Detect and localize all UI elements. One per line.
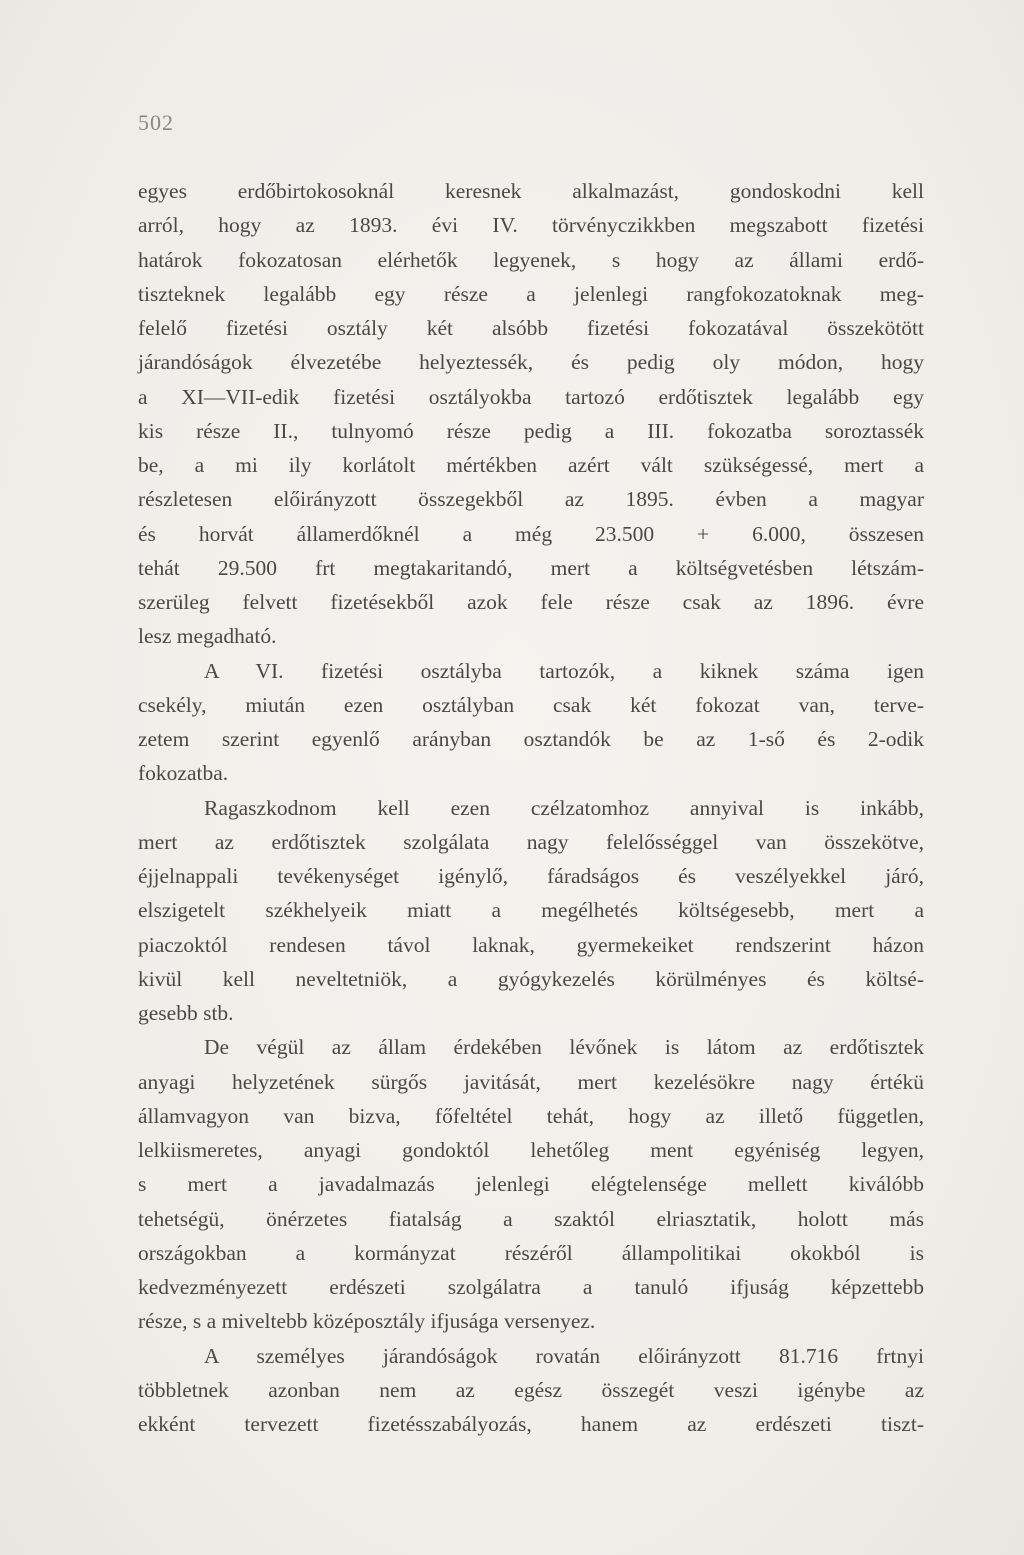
text-line: A VI. fizetési osztályba tartozók, a kiknek száma igen [204,658,924,683]
text-line: zetem szerint egyenlő arányban osztandók be az 1-ső és 2-odik [138,727,924,751]
body-text [138,174,924,1441]
text-line: határok fokozatosan elérhetők legyenek, s hogy az állami erdő- [138,247,924,272]
text-line: országokban a kormányzat részéről állampolitikai okokból is [138,1240,924,1265]
text-line: járandóságok élvezetébe helyeztessék, és pedig oly módon, hogy [138,350,924,375]
text-line: anyagi helyzetének sürgős javitását, mert kezelésökre nagy értékü [138,1069,924,1094]
text-line: be, a mi ily korlátolt mértékben azért vált szükségessé, mert a [138,453,924,477]
text-line: többletnek azonban nem az egész összegét veszi igénybe az [138,1377,924,1402]
text-line: gesebb stb. [138,1001,234,1025]
text-line: piaczoktól rendesen távol laknak, gyermekeiket rendszerint házon [138,932,924,957]
text-line: a XI—VII-edik fizetési osztályokba tartozó erdőtisztek legalább egy [138,384,924,409]
text-line: Ragaszkodnom kell ezen czélzatomhoz annyival is inkább, [204,795,924,820]
text-line: mert az erdőtisztek szolgálata nagy felelősséggel van összekötve, [138,829,924,854]
text-line: tehetségü, önérzetes fiatalság a szaktól elriasztatik, holott más [138,1206,924,1231]
text-line: kis része II., tulnyomó része pedig a III. fokozatba soroztassék [138,418,924,443]
text-line: szerüleg felvett fizetésekből azok fele része csak az 1896. évre [138,590,924,614]
text-line: elszigetelt székhelyeik miatt a megélhetés költségesebb, mert a [138,898,924,923]
text-line: éjjelnappali tevékenységet igénylő, fáradságos és veszélyekkel járó, [138,864,924,888]
text-line: arról, hogy az 1893. évi IV. törvényczikkben megszabott fizetési [138,213,924,238]
text-line: felelő fizetési osztály két alsóbb fizetési fokozatával összekötött [138,316,924,340]
text-line: része, s a miveltebb középosztály ifjusága versenyez. [138,1309,596,1334]
page-number: 502 [138,110,174,135]
text-line: kivül kell neveltetniök, a gyógykezelés körülményes és költsé- [138,966,924,991]
text-line: egyes erdőbirtokosoknál keresnek alkalmazást, gondoskodni kell [138,179,924,203]
text-line: lesz megadható. [138,624,277,649]
text-line: államvagyon van bizva, főfeltétel tehát, hogy az illető független, [138,1103,924,1128]
text-line: A személyes járandóságok rovatán előirányzott 81.716 frtnyi [204,1343,924,1368]
text-line: kedvezményezett erdészeti szolgálatra a tanuló ifjuság képzettebb [138,1275,924,1299]
text-line: tiszteknek legalább egy része a jelenlegi rangfokozatoknak meg- [138,281,924,306]
text-line: és horvát államerdőknél a még 23.500 + 6.000, összesen [138,521,924,546]
text-line: tehát 29.500 frt megtakaritandó, mert a költségvetésben létszám- [138,555,924,580]
text-line: fokozatba. [138,761,229,786]
text-line: lelkiismeretes, anyagi gondoktól lehetőleg ment egyéniség legyen, [138,1138,924,1162]
text-line: részletesen előirányzott összegekből az 1895. évben a magyar [138,487,924,512]
text-line: s mert a javadalmazás jelenlegi elégtelensége mellett kiválóbb [138,1172,924,1197]
text-line: csekély, miután ezen osztályban csak két fokozat van, terve- [138,692,924,717]
text-line: ekként tervezett fizetésszabályozás, hanem az erdészeti tiszt- [138,1412,924,1436]
text-line: De végül az állam érdekében lévőnek is látom az erdőtisztek [204,1035,924,1060]
